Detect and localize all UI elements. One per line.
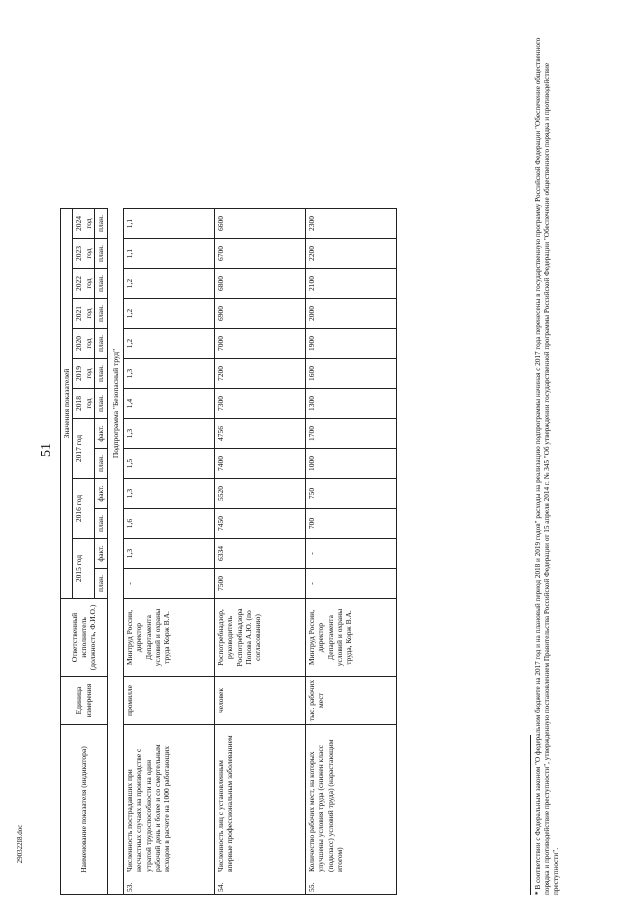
plan-label: план. [95, 449, 107, 479]
fact-label: факт. [95, 539, 107, 569]
indicator-cell [214, 725, 305, 895]
value-cell: 1,2 [123, 269, 214, 299]
value-cell: 1700 [305, 419, 396, 449]
value-cell: 1,3 [123, 419, 214, 449]
value-cell: - [305, 569, 396, 599]
value-cell: 6700 [214, 239, 305, 269]
page-number: 51 [39, 443, 54, 457]
header-values: Значения показателей [61, 209, 73, 599]
row-number: 54. [215, 882, 225, 892]
document-id: 290322I8.doc [16, 824, 24, 864]
responsible-cell: Минтруд России, директор Департамента условий и охраны труда Корж В.А. [123, 599, 214, 677]
value-cell: 1,1 [123, 209, 214, 239]
value-cell: 1,3 [123, 479, 214, 509]
value-cell: 4756 [214, 419, 305, 449]
value-cell: 1,3 [123, 539, 214, 569]
header-2019: 2019 год [73, 359, 95, 389]
header-row-1 [61, 209, 73, 895]
unit-cell: промилле [123, 677, 214, 725]
value-cell: 1300 [305, 389, 396, 419]
header-2017: 2017 год [73, 419, 95, 479]
value-cell: 2100 [305, 269, 396, 299]
rotated-page-content [60, 15, 620, 895]
header-2024: 2024 год [73, 209, 95, 239]
plan-label: план. [95, 359, 107, 389]
plan-label: план. [95, 299, 107, 329]
responsible-cell: Минтруд России, директор Департамента условий и охраны труда, Корж В.А. [305, 599, 396, 677]
header-responsible: Ответственный исполнитель (должность, Ф.И.О.) [61, 599, 108, 677]
subprogram-title: Подпрограмма "Безопасный труд" [110, 348, 120, 459]
row-number: 55. [306, 882, 316, 892]
header-unit: Единица измерения [61, 677, 108, 725]
indicators-table [60, 208, 397, 895]
plan-label: план. [95, 209, 107, 239]
plan-label: план. [95, 389, 107, 419]
plan-label: план. [95, 239, 107, 269]
row-number: 53. [124, 882, 134, 892]
header-2021: 2021 год [73, 299, 95, 329]
fact-label: факт. [95, 419, 107, 449]
subprogram-row [107, 209, 123, 895]
value-cell: 6600 [214, 209, 305, 239]
value-cell: - [305, 539, 396, 569]
value-cell: 5520 [214, 479, 305, 509]
value-cell: 1,1 [123, 239, 214, 269]
plan-label: план. [95, 569, 107, 599]
value-cell: 7450 [214, 509, 305, 539]
value-cell: 1,2 [123, 329, 214, 359]
table-row [214, 209, 305, 895]
table-row [123, 209, 214, 895]
value-cell: 2200 [305, 239, 396, 269]
value-cell: 1900 [305, 329, 396, 359]
unit-cell: тыс. рабочих мест [305, 677, 396, 725]
value-cell: 6900 [214, 299, 305, 329]
header-2023: 2023 год [73, 239, 95, 269]
value-cell: 1000 [305, 449, 396, 479]
footnote-block [530, 25, 561, 895]
header-2018: 2018 год [73, 389, 95, 419]
fact-label: факт. [95, 479, 107, 509]
header-2016: 2016 год [73, 479, 95, 539]
value-cell: 1600 [305, 359, 396, 389]
indicator-cell [305, 725, 396, 895]
value-cell: 2300 [305, 209, 396, 239]
value-cell: - [123, 569, 214, 599]
value-cell: 1,3 [123, 359, 214, 389]
value-cell: 7300 [214, 389, 305, 419]
value-cell: 2000 [305, 299, 396, 329]
value-cell: 7500 [214, 569, 305, 599]
header-2015: 2015 год [73, 539, 95, 599]
value-cell: 1,5 [123, 449, 214, 479]
header-2022: 2022 год [73, 269, 95, 299]
plan-label: план. [95, 269, 107, 299]
value-cell: 1,6 [123, 509, 214, 539]
indicator-name: Численность пострадавших при несчастных случаях на производстве с утратой трудоспособности на один рабочий день и более и со смертельным исходом в расчете на 1000 работающих [124, 744, 172, 872]
header-name: Наименование показателя (индикатора) [61, 725, 108, 895]
value-cell: 6334 [214, 539, 305, 569]
plan-label: план. [95, 509, 107, 539]
value-cell: 1,4 [123, 389, 214, 419]
table-row [305, 209, 396, 895]
value-cell: 1,2 [123, 299, 214, 329]
value-cell: 750 [305, 479, 396, 509]
value-cell: 7200 [214, 359, 305, 389]
value-cell: 700 [305, 509, 396, 539]
responsible-cell: Роспотребнадзор, руководитель Роспотребнадзора Попова А.Ю. (по согласованию) [214, 599, 305, 677]
footnote-text: В соответствии с Федеральным законом "О федеральном бюджете на 2017 год и на плановый период 2018 и 2019 годов" расходы на реализацию подпрограммы начиная с 2017 года перенесены в государственную программу Российской Федерации "Обеспечение общественного порядка и противодействие преступности", утвержденную постановлением Правительства Российской Федерации от 15 апреля 2014 г. № 345 "Об утверждении государственной программы Российской Федерации "Обеспечение общественного порядка и противодействие преступности". [534, 37, 560, 895]
indicator-cell [123, 725, 214, 895]
value-cell: 7000 [214, 329, 305, 359]
header-2020: 2020 год [73, 329, 95, 359]
footnote-marker: * [534, 891, 542, 895]
indicator-name: Количество рабочих мест, на которых улучшены условия труда (снижен класс (подкласс) условий труда) (нарастающим итогом) [306, 739, 344, 872]
unit-cell: человек [214, 677, 305, 725]
value-cell: 6800 [214, 269, 305, 299]
plan-label: план. [95, 329, 107, 359]
footnote-divider [530, 735, 531, 895]
value-cell: 7400 [214, 449, 305, 479]
indicator-name: Численность лиц с установленным впервые профессиональным заболеванием [215, 735, 235, 872]
